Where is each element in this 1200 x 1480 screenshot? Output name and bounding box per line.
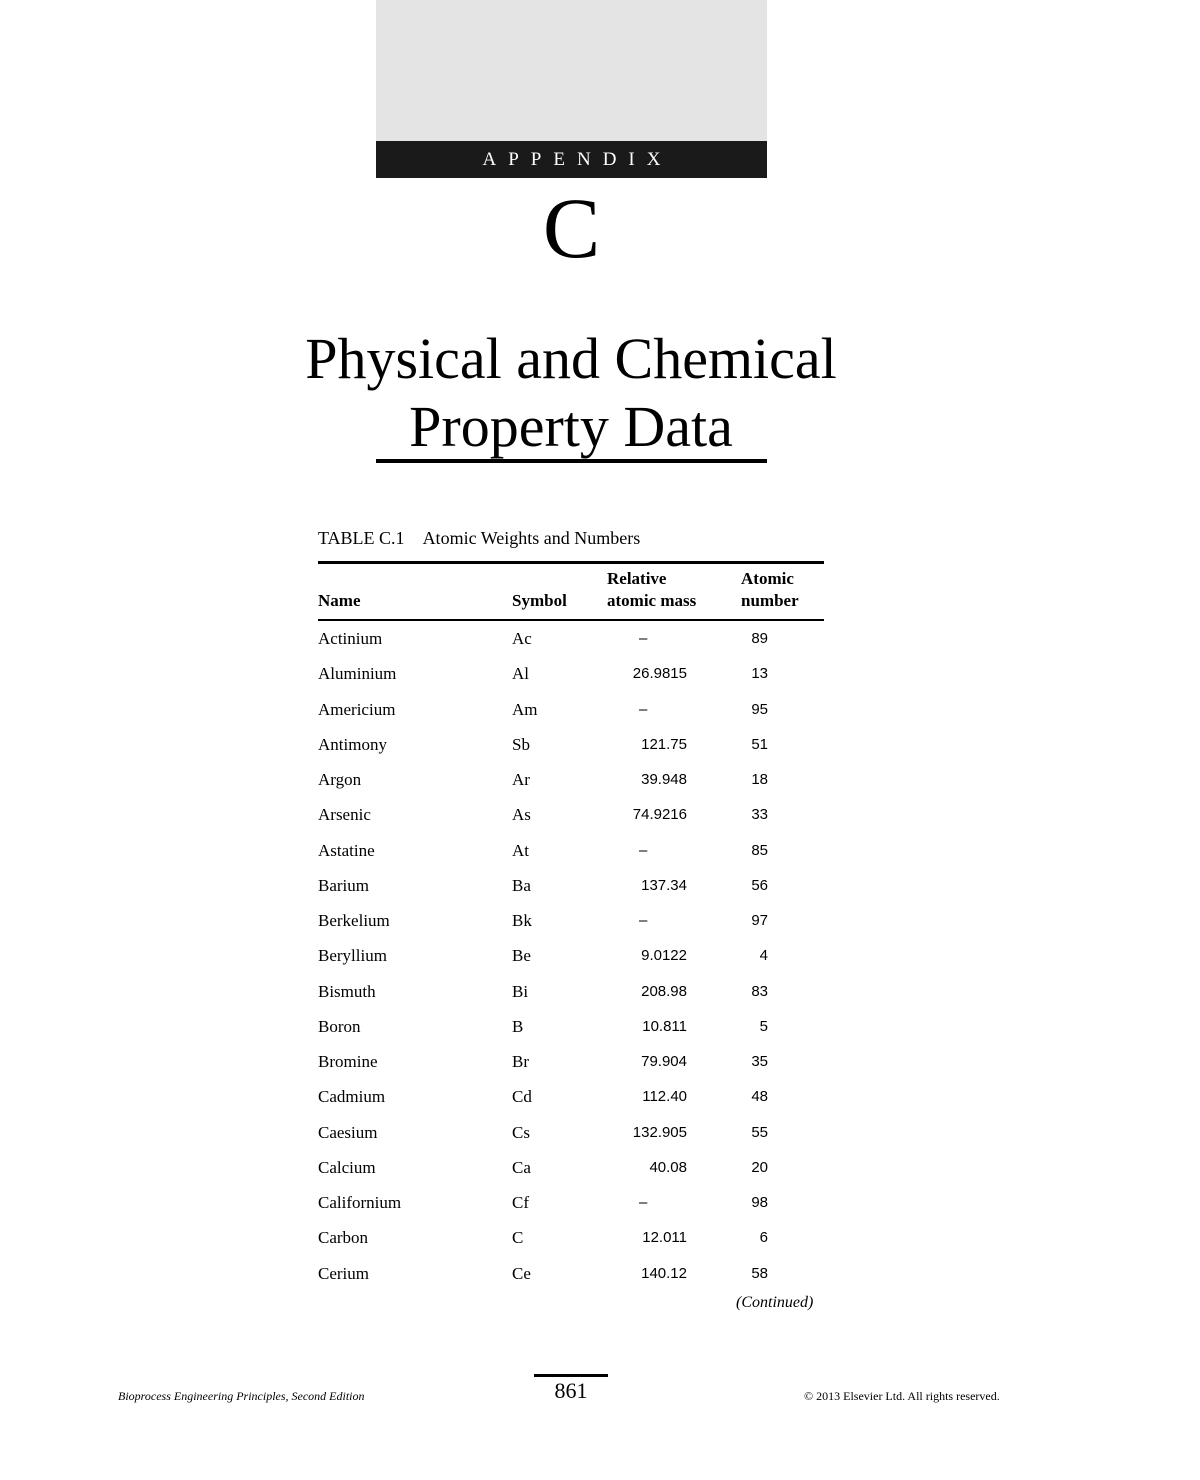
cell-name: Astatine <box>318 840 375 860</box>
cell-mass: 12.011 <box>642 1229 687 1247</box>
table-row <box>318 938 824 973</box>
cell-symbol: Ac <box>512 629 532 648</box>
cell-name: Californium <box>318 1193 402 1212</box>
table-row <box>318 1079 824 1114</box>
appendix-bar <box>376 141 767 178</box>
column-header-mass-line1: Relative <box>607 569 667 588</box>
cell-number: 51 <box>751 735 768 753</box>
cell-mass: – <box>639 630 648 647</box>
cell-mass: 121.75 <box>641 735 687 753</box>
cell-mass: 140.12 <box>641 1264 687 1282</box>
cell-name: Bromine <box>318 1052 378 1071</box>
cell-name: Arsenic <box>318 805 371 825</box>
table-row <box>318 762 824 797</box>
cell-number: 89 <box>751 630 768 647</box>
cell-number: 85 <box>751 841 768 859</box>
chapter-title-line2: Property Data <box>409 394 733 459</box>
table-row <box>318 1115 824 1150</box>
table-row <box>318 868 824 903</box>
cell-number: 48 <box>751 1088 768 1106</box>
column-header-mass-line2: atomic mass <box>607 591 697 610</box>
table-row <box>318 692 824 727</box>
cell-mass: 74.9216 <box>632 806 687 824</box>
appendix-label: APPENDIX <box>482 148 673 170</box>
cell-name: Berkelium <box>318 911 390 930</box>
cell-mass: – <box>639 1194 648 1211</box>
cell-name: Americium <box>318 699 396 719</box>
cell-number: 18 <box>751 771 768 788</box>
cell-mass: 26.9815 <box>632 665 687 683</box>
cell-name: Cerium <box>318 1263 369 1283</box>
table-row <box>318 1044 824 1079</box>
cell-number: 58 <box>751 1264 768 1282</box>
table-row <box>318 833 824 868</box>
cell-number: 13 <box>751 665 768 683</box>
cell-name: Boron <box>318 1016 361 1036</box>
cell-mass: 137.34 <box>641 876 687 894</box>
table-row <box>318 727 824 762</box>
appendix-letter: C <box>542 180 601 276</box>
title-rule <box>376 459 767 463</box>
footer-book-title: Bioprocess Engineering Principles, Second Edition <box>118 1389 365 1403</box>
table-body <box>318 621 824 1291</box>
cell-number: 55 <box>751 1123 768 1141</box>
table-row <box>318 1256 824 1291</box>
cell-number: 6 <box>759 1229 768 1247</box>
cell-mass: – <box>639 841 648 859</box>
footer-copyright: © 2013 Elsevier Ltd. All rights reserved. <box>804 1389 1000 1403</box>
table-row <box>318 797 824 832</box>
header-gray-block <box>376 0 767 141</box>
table-header <box>318 566 824 620</box>
table-row <box>318 903 824 938</box>
cell-symbol: B <box>512 1016 524 1036</box>
cell-symbol: Be <box>512 946 531 966</box>
cell-mass: 39.948 <box>641 771 687 788</box>
cell-number: 97 <box>751 912 768 929</box>
continued-note: (Continued) <box>736 1294 814 1311</box>
footer-rule <box>534 1374 608 1377</box>
table-row <box>318 621 824 656</box>
cell-symbol: Cs <box>512 1122 530 1142</box>
cell-mass: 9.0122 <box>641 947 687 965</box>
cell-name: Carbon <box>318 1228 369 1248</box>
cell-name: Caesium <box>318 1122 378 1142</box>
chapter-title-line1: Physical and Chemical <box>305 326 837 391</box>
cell-number: 4 <box>759 947 768 965</box>
cell-symbol: Bi <box>512 981 529 1001</box>
column-header-number-line1: Atomic <box>741 569 794 588</box>
cell-mass: 79.904 <box>641 1053 687 1070</box>
cell-symbol: Sb <box>512 734 530 754</box>
cell-number: 83 <box>751 982 768 1000</box>
cell-name: Calcium <box>318 1157 376 1177</box>
chapter-title <box>240 325 902 461</box>
table-row <box>318 656 824 691</box>
table-row <box>318 1185 824 1220</box>
cell-number: 33 <box>751 806 768 824</box>
cell-mass: 208.98 <box>641 982 687 1000</box>
table-row <box>318 1150 824 1185</box>
cell-mass: 40.08 <box>649 1158 687 1176</box>
cell-symbol: Ca <box>512 1157 531 1177</box>
cell-mass: – <box>639 912 648 929</box>
cell-name: Barium <box>318 875 369 895</box>
cell-mass: 10.811 <box>642 1017 687 1035</box>
cell-mass: 132.905 <box>632 1123 687 1141</box>
table-row <box>318 1009 824 1044</box>
cell-mass: – <box>639 700 648 718</box>
cell-name: Bismuth <box>318 981 376 1001</box>
cell-symbol: At <box>512 840 529 860</box>
cell-symbol: Ce <box>512 1263 531 1283</box>
cell-symbol: Am <box>512 699 538 719</box>
cell-symbol: Br <box>512 1052 529 1071</box>
cell-name: Antimony <box>318 734 387 754</box>
cell-number: 98 <box>751 1194 768 1211</box>
cell-number: 5 <box>759 1017 768 1035</box>
table-row <box>318 974 824 1009</box>
cell-name: Argon <box>318 770 362 789</box>
cell-number: 56 <box>751 876 768 894</box>
column-header-name: Name <box>318 591 361 610</box>
cell-number: 20 <box>751 1158 768 1176</box>
column-header-symbol: Symbol <box>512 591 567 610</box>
table-caption <box>318 528 640 549</box>
table-caption-text: Atomic Weights and Numbers <box>422 528 641 548</box>
table-row <box>318 1220 824 1255</box>
cell-symbol: Al <box>512 664 529 684</box>
cell-number: 35 <box>751 1053 768 1070</box>
cell-symbol: Cd <box>512 1087 532 1107</box>
page-number: 861 <box>554 1378 588 1403</box>
cell-number: 95 <box>751 700 768 718</box>
cell-name: Beryllium <box>318 946 387 966</box>
cell-symbol: As <box>512 805 531 825</box>
table-top-rule <box>318 561 824 564</box>
column-header-number <box>741 568 821 612</box>
cell-name: Actinium <box>318 629 383 648</box>
cell-symbol: Ba <box>512 875 531 895</box>
cell-name: Aluminium <box>318 664 397 684</box>
cell-symbol: Ar <box>512 770 530 789</box>
cell-symbol: C <box>512 1228 524 1248</box>
cell-mass: 112.40 <box>642 1088 687 1106</box>
column-header-number-line2: number <box>741 591 799 610</box>
cell-symbol: Bk <box>512 911 532 930</box>
cell-symbol: Cf <box>512 1193 529 1212</box>
cell-name: Cadmium <box>318 1087 386 1107</box>
table-label: TABLE C.1 <box>318 528 405 548</box>
column-header-mass <box>607 568 722 612</box>
